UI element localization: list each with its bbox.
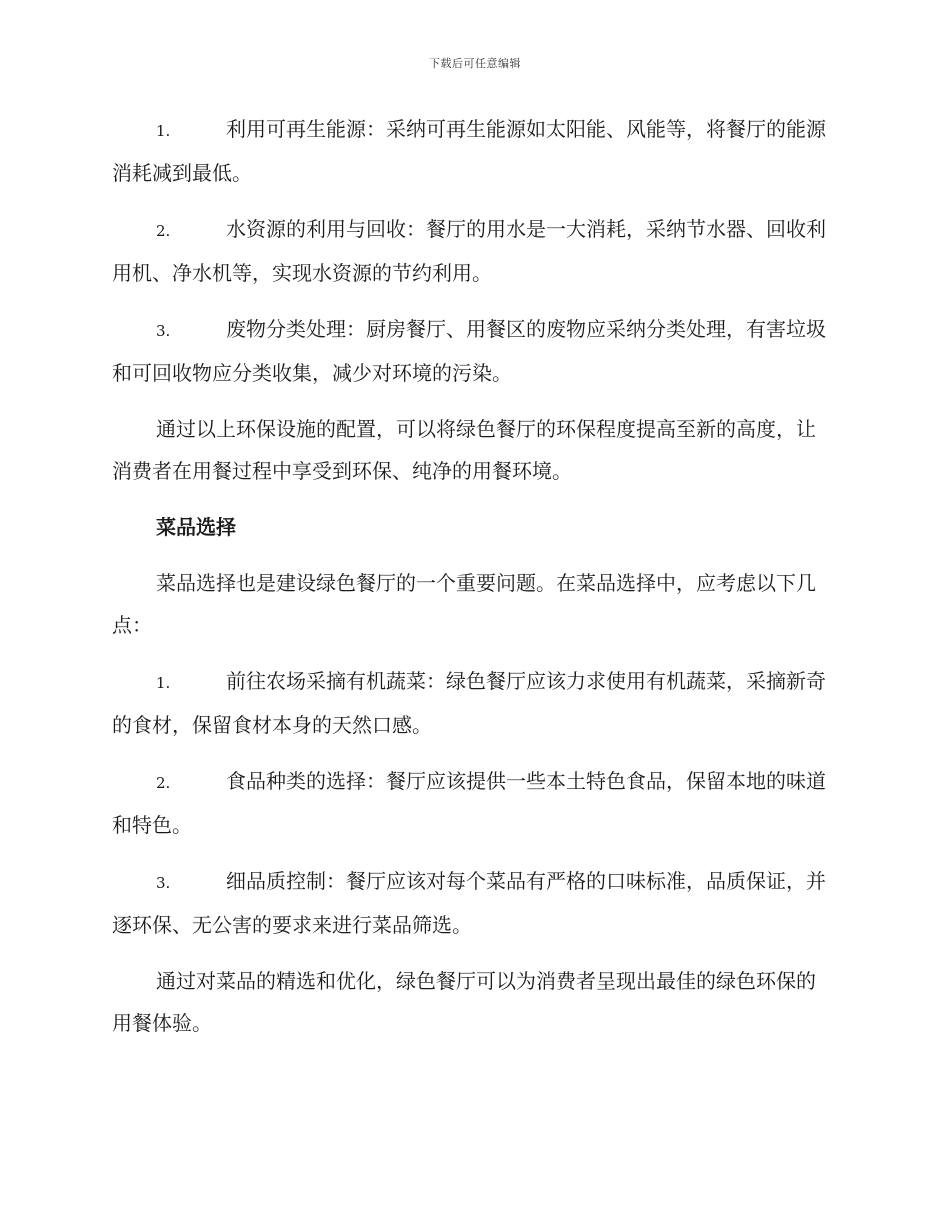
list-text: 水资源的利用与回收：餐厅的用水是一大消耗，采纳节水器、回收利用机、净水机等，实现水资源的节约利用。 <box>112 217 826 285</box>
list-number: 3. <box>156 322 171 340</box>
list-number: 3. <box>156 874 171 892</box>
list-text: 前往农场采摘有机蔬菜：绿色餐厅应该力求使用有机蔬菜，采摘新奇的食材，保留食材本身的天然口感。 <box>112 669 826 737</box>
list-item <box>112 308 834 394</box>
list-text: 细品质控制：餐厅应该对每个菜品有严格的口味标准，品质保证，并逐环保、无公害的要求来进行菜品筛选。 <box>112 869 826 937</box>
list-item <box>112 660 834 746</box>
document-body <box>112 108 834 1058</box>
list-number: 1. <box>156 122 171 140</box>
list-item <box>112 760 834 846</box>
summary-paragraph: 通过对菜品的精选和优化，绿色餐厅可以为消费者呈现出最佳的绿色环保的用餐体验。 <box>112 969 816 1035</box>
list-text: 废物分类处理：厨房餐厅、用餐区的废物应采纳分类处理，有害垃圾和可回收物应分类收集，减少对环境的污染。 <box>112 317 826 385</box>
list-item <box>112 108 834 194</box>
intro-paragraph: 菜品选择也是建设绿色餐厅的一个重要问题。在菜品选择中，应考虑以下几点： <box>112 571 816 637</box>
list-text: 食品种类的选择：餐厅应该提供一些本土特色食品，保留本地的味道和特色。 <box>112 769 826 837</box>
list-number: 1. <box>156 674 171 692</box>
list-item <box>112 860 834 946</box>
list-text: 利用可再生能源：采纳可再生能源如太阳能、风能等，将餐厅的能源消耗减到最低。 <box>112 117 826 185</box>
list-number: 2. <box>156 222 171 240</box>
summary-paragraph: 通过以上环保设施的配置，可以将绿色餐厅的环保程度提高至新的高度，让消费者在用餐过程中享受到环保、纯净的用餐环境。 <box>112 417 816 483</box>
list-item <box>112 208 834 294</box>
page-header: 下载后可任意编辑 <box>429 57 521 70</box>
list-number: 2. <box>156 774 171 792</box>
section-heading: 菜品选择 <box>156 515 236 539</box>
